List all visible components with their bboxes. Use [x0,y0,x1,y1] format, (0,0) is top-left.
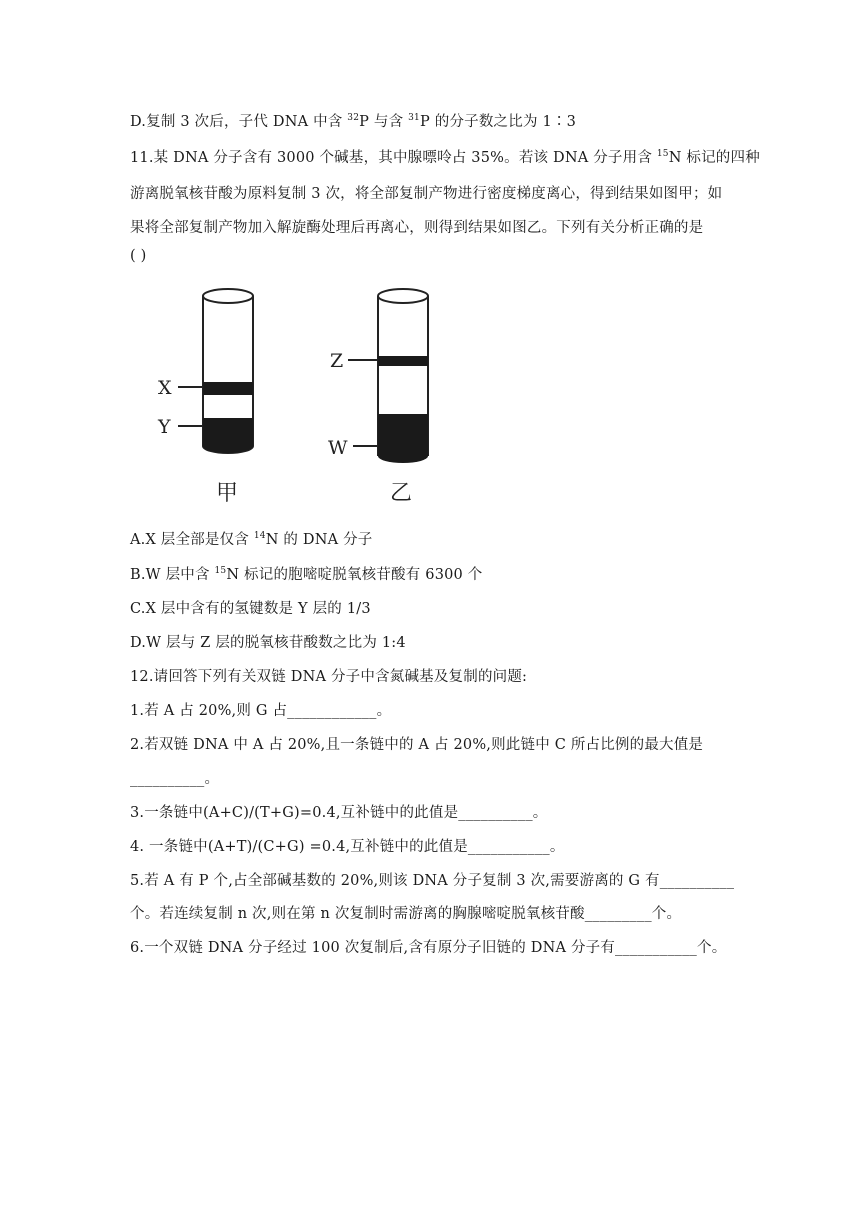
text: D.复制 3 次后，子代 DNA 中含 [130,114,348,130]
tube-jia [157,289,253,506]
subquestion-4: 4. 一条链中(A+T)/(C+G) =0.4,互补链中的此值是___________。 [130,839,565,855]
text: A.X 层全部是仅含 [130,532,254,548]
text: N 标记的胞嘧啶脱氧核苷酸有 6300 个 [226,567,483,583]
superscript: 15 [214,566,227,577]
question-11-line-3: 果将全部复制产物加入解旋酶处理后再离心，则得到结果如图乙。下列有关分析正确的是 [130,220,704,236]
option-a [130,528,373,549]
label-y: Y [158,416,171,438]
text: P 的分子数之比为 1∶3 [419,114,577,130]
answer-bracket: ( ) [130,248,147,264]
text: N 标记的四种 [668,150,760,166]
text: P 与含 [359,114,409,130]
caption-yi: 乙 [390,481,413,506]
subquestion-6: 6.一个双链 DNA 分子经过 100 次复制后,含有原分子旧链的 DNA 分子有___________个。 [130,940,727,956]
subquestion-5-line-2: 个。若连续复制 n 次,则在第 n 次复制时需游离的胸腺嘧啶脱氧核苷酸_________个。 [130,906,682,922]
option-d-q10 [130,110,576,131]
text: N 的 DNA 分子 [265,532,373,548]
band-z [378,356,428,366]
option-b [130,563,482,584]
text: B.W 层中含 [130,567,215,583]
superscript: 15 [656,149,669,160]
subquestion-2-line-2: __________。 [130,771,220,787]
tubes-svg [150,278,450,508]
question-11-line-1 [130,146,760,167]
subquestion-5-line-1: 5.若 A 有 P 个,占全部碱基数的 20%,则该 DNA 分子复制 3 次,需要游离的 G 有__________ [130,873,735,889]
label-x: X [158,377,172,399]
superscript: 32 [347,113,360,124]
band-w [378,414,428,456]
caption-jia: 甲 [216,481,239,506]
subquestion-3: 3.一条链中(A+C)/(T+G)=0.4,互补链中的此值是__________。 [130,805,548,821]
superscript: 31 [408,113,420,124]
subquestion-2-line-1: 2.若双链 DNA 中 A 占 20%,且一条链中的 A 占 20%,则此链中 C 所占比例的最大值是 [130,737,704,753]
option-d: D.W 层与 Z 层的脱氧核苷酸数之比为 1:4 [130,635,406,651]
tube-yi [328,289,428,506]
label-w: W [328,437,348,459]
label-z: Z [330,350,344,372]
band-y [203,418,253,446]
subquestion-1: 1.若 A 占 20%,则 G 占____________。 [130,703,392,719]
question-11-line-2: 游离脱氧核苷酸为原料复制 3 次，将全部复制产物进行密度梯度离心，得到结果如图甲；如 [130,186,723,202]
band-x [203,382,253,395]
text: 11.某 DNA 分子含有 3000 个碱基，其中腺嘌呤占 35%。若该 DNA 分子用含 [130,150,657,166]
option-c: C.X 层中含有的氢键数是 Y 层的 1/3 [130,601,371,617]
question-12-title: 12.请回答下列有关双链 DNA 分子中含氮碱基及复制的问题: [130,669,528,685]
superscript: 14 [253,531,266,542]
centrifuge-tubes-figure [150,278,450,508]
